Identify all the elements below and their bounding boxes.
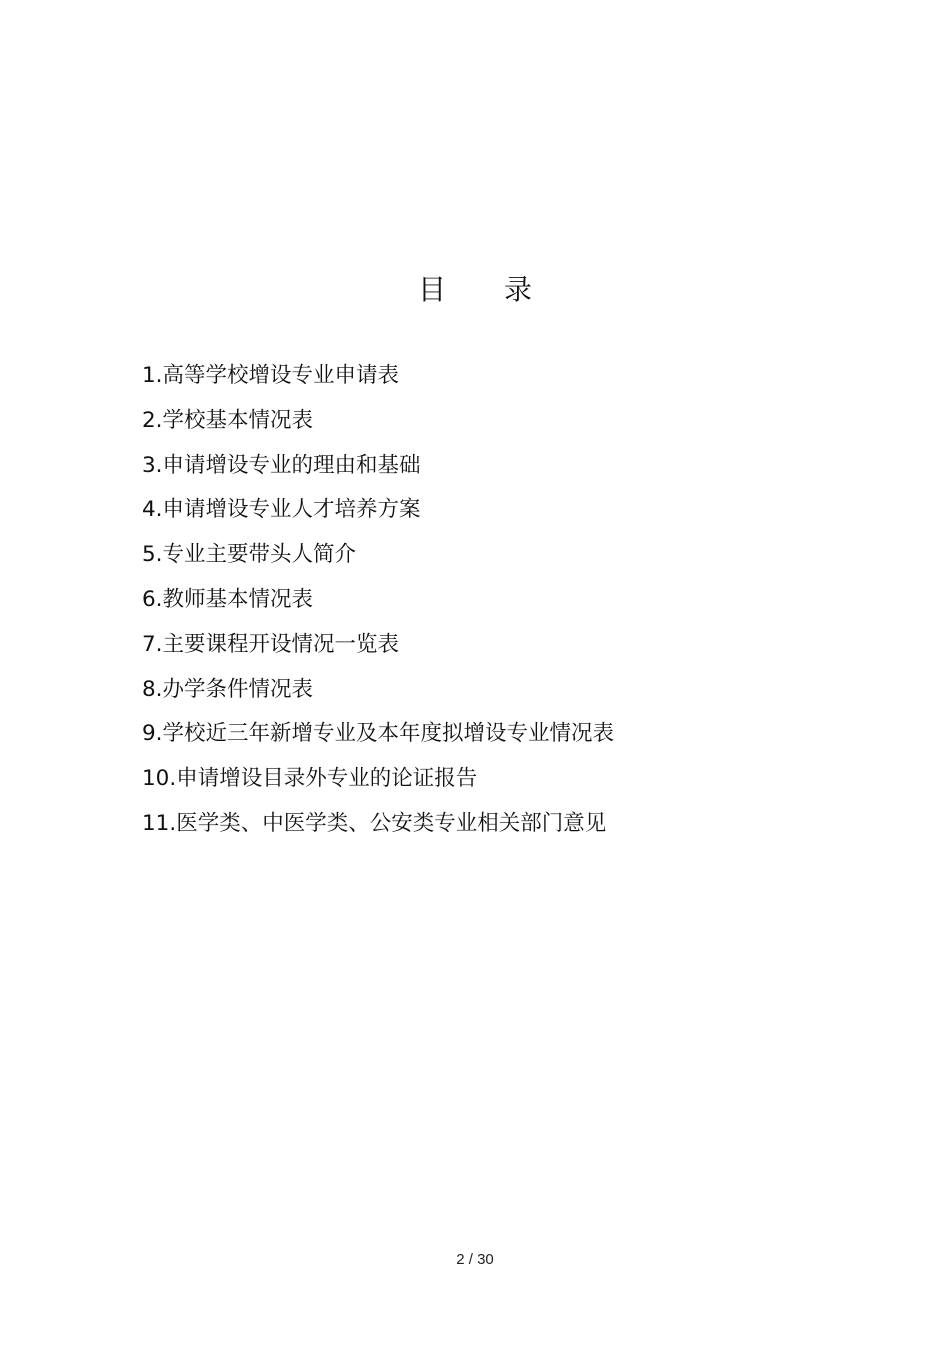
toc-item-1[interactable]: 1.高等学校增设专业申请表 bbox=[142, 363, 400, 388]
toc-item-5[interactable]: 5.专业主要带头人简介 bbox=[142, 542, 357, 568]
toc-item-4[interactable]: 4.申请增设专业人才培养方案 bbox=[142, 497, 421, 523]
toc-title-char-2: 录 bbox=[504, 273, 533, 306]
toc-item-8[interactable]: 8.办学条件情况表 bbox=[142, 676, 314, 702]
toc-item-9[interactable]: 9.学校近三年新增专业及本年度拟增设专业情况表 bbox=[142, 721, 615, 747]
page-number: 2 / 30 bbox=[456, 1251, 494, 1268]
toc-item-10[interactable]: 10.申请增设目录外专业的论证报告 bbox=[142, 766, 478, 792]
toc-item-3[interactable]: 3.申请增设专业的理由和基础 bbox=[142, 452, 421, 478]
toc-item-11[interactable]: 11.医学类、中医学类、公安类专业相关部门意见 bbox=[142, 810, 607, 836]
toc-item-7[interactable]: 7.主要课程开设情况一览表 bbox=[142, 631, 400, 657]
toc-list bbox=[142, 360, 614, 853]
toc-item-2[interactable]: 2.学校基本情况表 bbox=[142, 407, 314, 433]
toc-title-char-1: 目 bbox=[417, 273, 446, 306]
toc-title bbox=[0, 268, 950, 308]
toc-item-6[interactable]: 6.教师基本情况表 bbox=[142, 586, 314, 612]
